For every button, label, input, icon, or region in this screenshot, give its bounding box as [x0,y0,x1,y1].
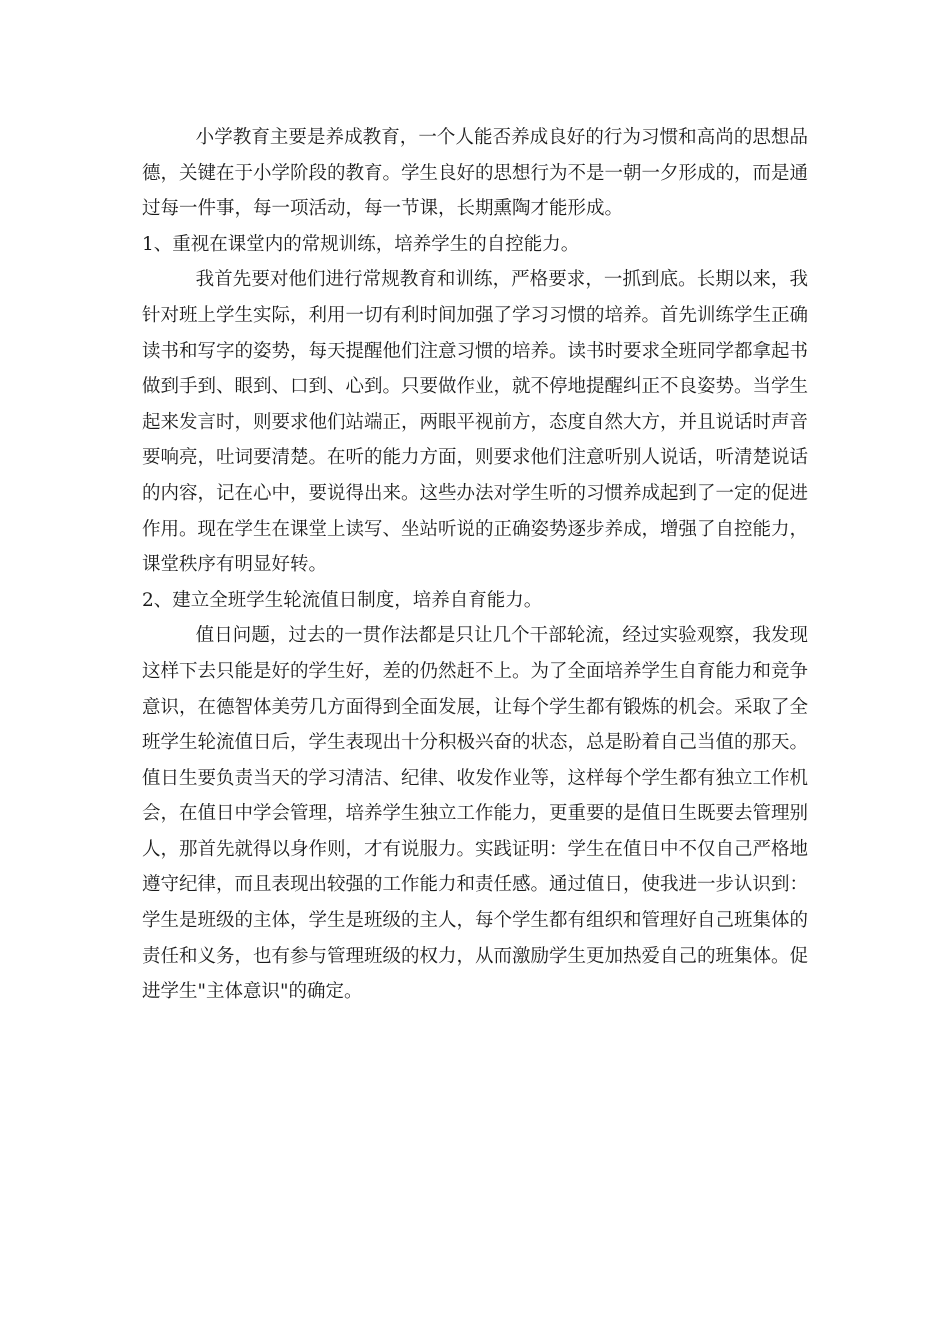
section-heading-1: 1、重视在课堂内的常规训练，培养学生的自控能力。 [142,233,580,255]
paragraph-section-1: 我首先要对他们进行常规教育和训练，严格要求，一抓到底。长期以来，我针对班上学生实际，利用一切有利时间加强了学习习惯的培养。首先训练学生正确读书和写字的姿势，每天提醒他们注意习惯的培养。读书时要求全班同学都拿起书做到手到、眼到、口到、心到。只要做作业，就不停地提醒纠正不良姿势。当学生起来发言时，则要求他们站端正，两眼平视前方，态度自然大方，并且说话时声音要响亮，吐词要清楚。在听的能力方面，则要求他们注意听别人说话，听清楚说话的内容，记在心中，要说得出来。这些办法对学生听的习惯养成起到了一定的促进作用。现在学生在课堂上读写、坐站听说的正确姿势逐步养成，增强了自控能力，课堂秩序有明显好转。 [142,269,809,576]
paragraph-section-2: 值日问题，过去的一贯作法都是只让几个干部轮流，经过实验观察，我发现这样下去只能是好的学生好，差的仍然赶不上。为了全面培养学生自育能力和竞争意识，在德智体美劳几方面得到全面发展，让每个学生都有锻炼的机会。采取了全班学生轮流值日后，学生表现出十分积极兴奋的状态，总是盼着自己当值的那天。值日生要负责当天的学习清洁、纪律、收发作业等，这样每个学生都有独立工作机会，在值日中学会管理，培养学生独立工作能力，更重要的是值日生既要去管理别人，那首先就得以身作则，才有说服力。实践证明：学生在值日中不仅自己严格地遵守纪律，而且表现出较强的工作能力和责任感。通过值日，使我进一步认识到：学生是班级的主体，学生是班级的主人，每个学生都有组织和管理好自己班集体的责任和义务，也有参与管理班级的权力，从而激励学生更加热爱自己的班集体。促进学生"主体意识"的确定。 [142,625,809,1003]
section-heading-2: 2、建立全班学生轮流值日制度，培养自育能力。 [142,589,543,611]
document-body [142,120,808,1010]
paragraph-intro: 小学教育主要是养成教育，一个人能否养成良好的行为习惯和高尚的思想品德，关键在于小学阶段的教育。学生良好的思想行为不是一朝一夕形成的，而是通过每一件事，每一项活动，每一节课，长期熏陶才能形成。 [142,127,809,220]
